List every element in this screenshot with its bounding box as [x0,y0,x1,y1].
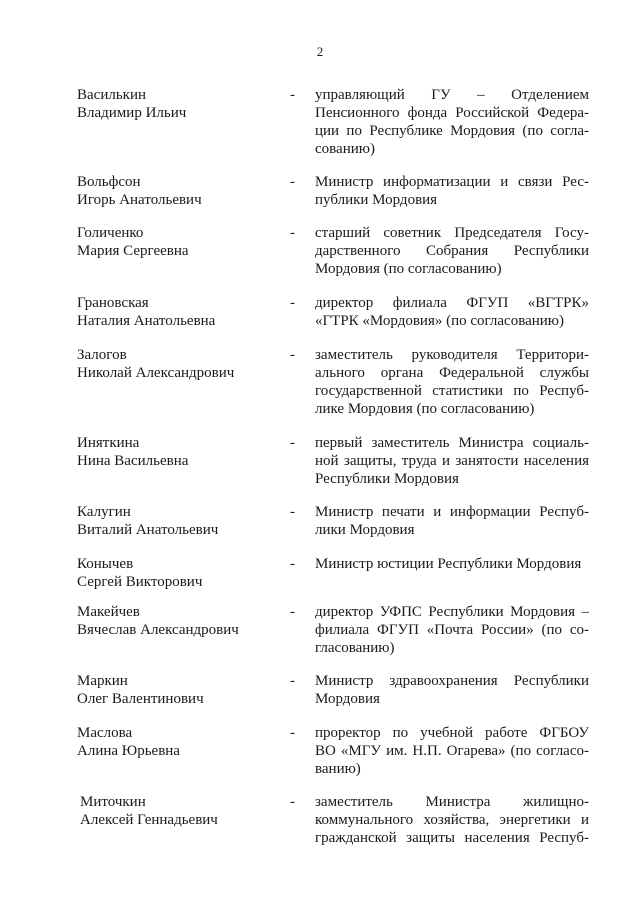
role-line: государственной статистики по Респуб- [315,383,589,399]
person-given-names: Мария Сергеевна [77,243,189,259]
person-surname: Макейчев [77,604,140,620]
person-given-names: Алексей Геннадьевич [80,812,218,828]
person-role [315,346,589,418]
role-line: филиала ФГУП «Почта России» (по со- [315,622,589,638]
person-name [77,672,287,708]
person-surname: Иняткина [77,435,140,451]
separator-dash: - [290,174,295,190]
role-line: директор филиала ФГУП «ВГТРК» [315,295,589,311]
person-name [77,603,287,639]
person-surname: Маркин [77,673,128,689]
separator-dash: - [290,504,295,520]
role-line: Пенсионного фонда Российской Федера- [315,105,589,121]
person-surname: Калугин [77,504,131,520]
role-line: заместитель Министра жилищно- [315,794,589,810]
person-surname: Вольфсон [77,174,141,190]
person-name [77,224,287,260]
separator-dash: - [290,673,295,689]
separator-dash: - [290,87,295,103]
person-given-names: Нина Васильевна [77,453,189,469]
person-name [77,346,287,382]
person-name [80,793,290,829]
role-line: ции по Республике Мордовия (по согла- [315,123,589,139]
role-line: «ГТРК «Мордовия» (по согласованию) [315,313,565,329]
separator-dash: - [290,556,295,572]
role-line: управляющий ГУ – Отделением [315,87,589,103]
role-line: Мордовия [315,691,380,707]
role-line: ной защиты, труда и занятости населения [315,453,589,469]
role-line: директор УФПС Республики Мордовия – [315,604,589,620]
person-given-names: Виталий Анатольевич [77,522,219,538]
person-name [77,503,287,539]
person-role [315,173,589,209]
person-given-names: Алина Юрьевна [77,743,180,759]
role-line: Республики Мордовия [315,471,459,487]
person-role [315,672,589,708]
separator-dash: - [290,295,295,311]
person-name [77,294,287,330]
separator-dash: - [290,604,295,620]
separator-dash: - [290,794,295,810]
role-line: заместитель руководителя Территори- [315,347,589,363]
person-name [77,555,287,591]
person-given-names: Сергей Викторович [77,574,203,590]
role-line: публики Мордовия [315,192,438,208]
person-given-names: Вячеслав Александрович [77,622,239,638]
person-surname: Василькин [77,87,147,103]
role-line: гражданской защиты населения Респуб- [315,830,589,846]
person-name [77,173,287,209]
separator-dash: - [290,347,295,363]
role-line: ального органа Федеральной службы [315,365,589,381]
role-line: первый заместитель Министра социаль- [315,435,589,451]
role-line: ВО «МГУ им. Н.П. Огарева» (по согласо- [315,743,589,759]
role-line: ванию) [315,761,361,777]
person-surname: Конычев [77,556,134,572]
person-given-names: Владимир Ильич [77,105,187,121]
role-line: сованию) [315,141,375,157]
person-surname: Залогов [77,347,127,363]
person-role [315,86,589,158]
role-line: старший советник Председателя Госу- [315,225,589,241]
person-surname: Миточкин [80,794,146,810]
person-role [315,434,589,488]
person-name [77,434,287,470]
role-line: Министр здравоохранения Республики [315,673,589,689]
person-surname: Грановская [77,295,149,311]
person-role [315,555,589,573]
person-name [77,724,287,760]
role-line: Министр печати и информации Респуб- [315,504,589,520]
separator-dash: - [290,225,295,241]
role-line: Мордовия (по согласованию) [315,261,502,277]
separator-dash: - [290,435,295,451]
role-line: Министр юстиции Республики Мордовия [315,556,582,572]
person-surname: Голиченко [77,225,144,241]
person-given-names: Наталия Анатольевна [77,313,216,329]
person-role [315,603,589,657]
role-line: дарственного Собрания Республики [315,243,589,259]
person-given-names: Игорь Анатольевич [77,192,202,208]
person-role [315,793,589,847]
role-line: лике Мордовия (по согласованию) [315,401,535,417]
role-line: проректор по учебной работе ФГБОУ [315,725,589,741]
separator-dash: - [290,725,295,741]
page-number: 2 [316,44,324,59]
role-line: Министр информатизации и связи Рес- [315,174,589,190]
role-line: гласованию) [315,640,395,656]
person-given-names: Олег Валентинович [77,691,204,707]
person-surname: Маслова [77,725,133,741]
person-given-names: Николай Александрович [77,365,235,381]
person-role [315,294,589,330]
person-role [315,724,589,778]
role-line: лики Мордовия [315,522,415,538]
person-role [315,503,589,539]
role-line: коммунального хозяйства, энергетики и [315,812,589,828]
person-name [77,86,287,122]
person-role [315,224,589,278]
